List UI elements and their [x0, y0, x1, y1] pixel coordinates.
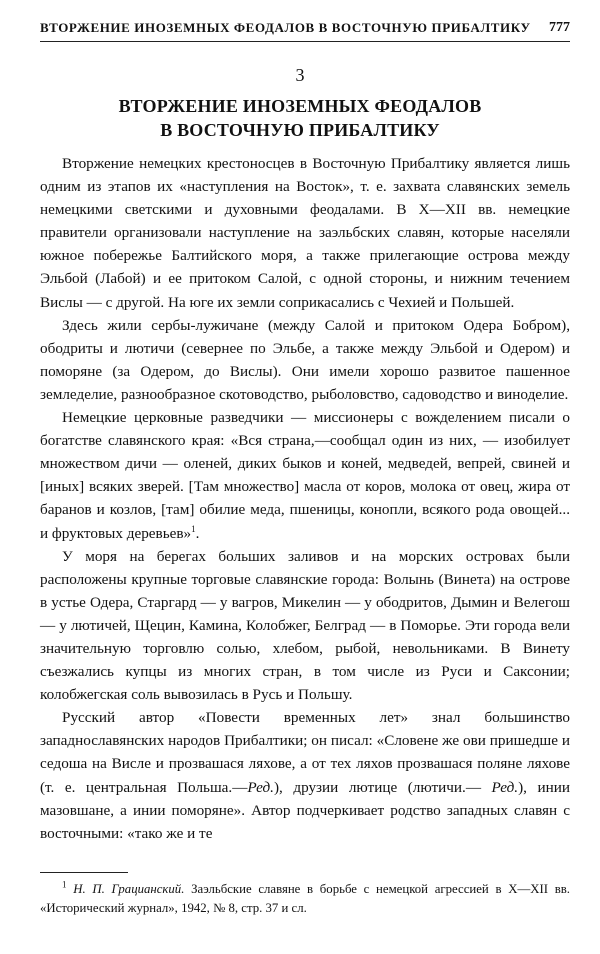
footnote-reference: 1 — [191, 523, 196, 534]
paragraph-2: Здесь жили сербы-лужичане (между Салой и притоком Одера Бобром), ободриты и лютичи (севернее по Эльбе, а также между Эльбой и Одером) и поморяне (за Одером, до Вислы). Они имели хорошо развитое пашенное земледелие, разнообразное скотоводство, рыболовство, садоводство и виноделие. — [40, 316, 570, 403]
paragraph-5-part-c: ), инии мазовшане, а инии поморяне». Автор подчеркивает родство западных славян с восточными: «тако же и те — [40, 778, 570, 842]
paragraph-3-end: . — [195, 524, 200, 542]
paragraph-3-text: Немецкие церковные разведчики — миссионеры с вожделением писали о богатстве славянского края: «Вся страна,—сообщал один из них, — изобилует множеством дичи — оленей, диких быков и коней, медведей, вепрей, свиней и [иных] всяких зверей. [Там множество] масла от коров, молока от овец, жира от баранов и козлов, [там] обилие меда, пшеницы, конопли, всякого рода овощей... и фруктовых деревьев» — [40, 409, 570, 542]
page-number: 777 — [549, 20, 570, 35]
paragraph-5-part-a: Русский автор «Повести временных лет» знал большинство западнославянских народов Прибалтики; он писал: «Словене же ови пришедше и седоша на Висле и прозвашася ляхове, а от тех ляхов прозвашася поляне ляхове (т. е. центральная Польша.— — [40, 709, 570, 796]
paragraph-5 — [40, 706, 570, 845]
footnote-text: Заэльбские славяне в борьбе с немецкой агрессией в X—XII вв. «Исторический журнал», 1942, № 8, стр. 37 и сл. — [40, 882, 570, 915]
footnote-author: Н. П. Грацианский. — [73, 882, 185, 896]
paragraph-4: У моря на берегах больших заливов и на морских островах были расположены крупные торговые славянские города: Волынь (Винета) на острове в устье Одера, Старгард — у вагров, Микелин — у ободритов, Дымин и Велегош — у лютичей, Щецин, Камина, Колобжег, Белград — в Поморье. Эти города вели значительную торговлю солью, хлебом, рыбой, невольниками. В Винету съезжались купцы из многих стран, в том числе из Руси и Саксонии; колобжегская соль вывозилась в Русь и Польшу. — [40, 547, 570, 704]
chapter-title-line-2: В ВОСТОЧНУЮ ПРИБАЛТИКУ — [160, 120, 440, 140]
section-number: 3 — [295, 65, 305, 85]
paragraph-3 — [40, 406, 570, 545]
footnote-divider — [40, 872, 128, 873]
footnote-mark: 1 — [62, 879, 67, 890]
footnote — [40, 880, 570, 918]
chapter-title-line-1: ВТОРЖЕНИЕ ИНОЗЕМНЫХ ФЕОДАЛОВ — [118, 96, 482, 116]
editor-note-1: Ред. — [247, 778, 274, 796]
running-title: ВТОРЖЕНИЕ ИНОЗЕМНЫХ ФЕОДАЛОВ В ВОСТОЧНУЮ ПРИБАЛТИКУ — [40, 20, 531, 35]
body-text — [40, 152, 570, 845]
paragraph-5-part-b: ), друзии лютице (лютичи.— — [273, 778, 492, 796]
running-header — [40, 14, 570, 42]
editor-note-2: Ред. — [491, 778, 519, 796]
chapter-title — [0, 94, 600, 142]
paragraph-1: Вторжение немецких крестоносцев в Восточную Прибалтику является лишь одним из этапов их «наступления на Восток», т. е. захвата славянских земель немецкими светскими и духовными феодалами. В X—XII вв. немецкие правители организовали наступление на заэльбских славян, которые населяли южное побережье Балтийского моря, а также прилегающие острова между Эльбой (Лабой) и ее притоком Салой, с одной стороны, и нижним течением Вислы — с другой. На юге их земли соприкасались с Чехией и Польшей. — [40, 155, 570, 311]
